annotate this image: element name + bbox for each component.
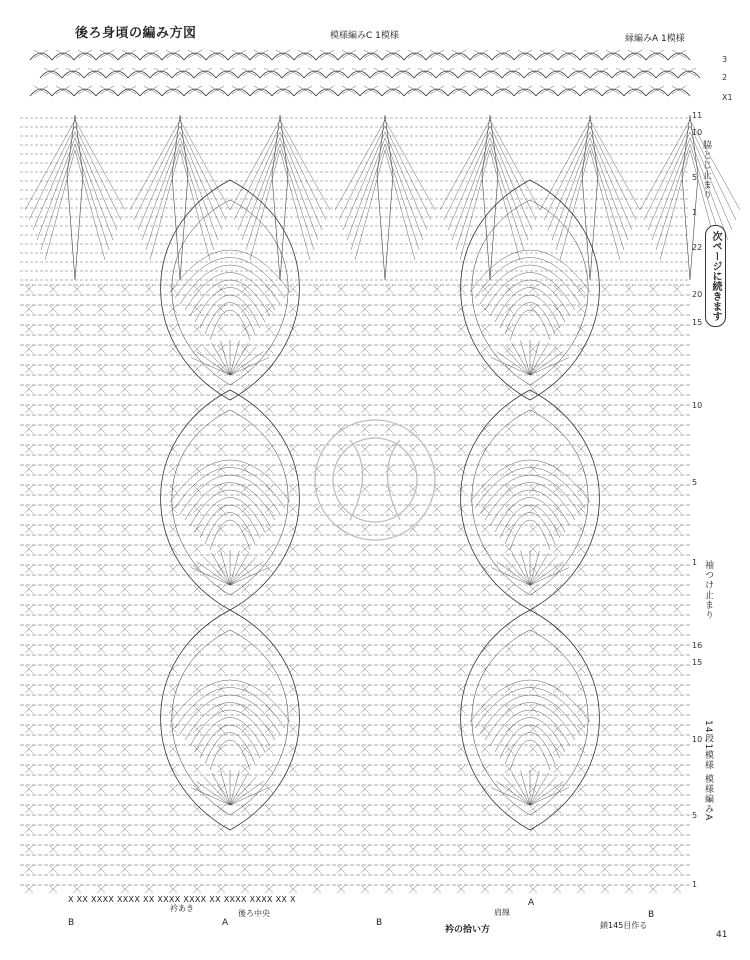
section-b-label: B — [68, 918, 75, 928]
section-a-label: A — [222, 918, 229, 928]
section-b-label: B — [376, 918, 383, 928]
continue-next-page-box: 次ページに続きます — [705, 225, 726, 327]
row-number-label: 1 — [692, 558, 698, 567]
row-number-label: 5 — [692, 478, 698, 487]
row-number-label: 15 — [692, 658, 703, 667]
upper-chart-section — [20, 115, 740, 280]
row-number-label: 5 — [692, 173, 698, 182]
row-number-label: 11 — [692, 111, 703, 120]
pattern-a-label: 縁編みA 1模様 — [625, 34, 685, 44]
body-chart-grid — [20, 285, 690, 893]
row-number-label: 16 — [692, 641, 703, 650]
watermark-logo — [315, 420, 435, 540]
top-row-marker: X1 — [722, 93, 733, 102]
row-number-label: 1 — [692, 208, 698, 217]
page-number: 41 — [716, 930, 728, 940]
bottom-x-row: X XX XXXX XXXX XX XXXX XXXX XX XXXX XXXX XX X — [68, 895, 296, 904]
top-row-marker: 3 — [722, 55, 728, 64]
row-number-label: 10 — [692, 735, 703, 744]
back-center-label: 後ろ中央 — [238, 909, 270, 918]
row-number-label: 22 — [692, 243, 703, 252]
sleeve-end-note: 袖つけ止まり — [703, 560, 713, 620]
top-row-marker: 2 — [722, 73, 728, 82]
shoulder-label: 肩線 — [494, 908, 510, 917]
scallop-border — [30, 50, 700, 96]
row-number-label: 5 — [692, 811, 698, 820]
pick-up-label: 衿の拾い方 — [445, 925, 491, 935]
section-a-label: A — [528, 898, 535, 908]
section-b-label: B — [648, 910, 655, 920]
neck-open-label: 衿あき — [170, 904, 194, 913]
pattern-c-label: 模様編みC 1模様 — [330, 31, 399, 41]
cast-on-label: 鎖145目作る — [600, 921, 648, 930]
pattern-a-repeat-note: 14段1模様 模様編みA — [703, 720, 713, 822]
row-number-label: 20 — [692, 290, 703, 299]
page-title: 後ろ身頃の編み方図 — [75, 26, 197, 41]
row-number-label: 1 — [692, 880, 698, 889]
row-number-label: 10 — [692, 401, 703, 410]
row-number-label: 10 — [692, 128, 703, 137]
sew-end-note: 脇とじ止まり — [701, 140, 711, 200]
row-number-label: 15 — [692, 318, 703, 327]
